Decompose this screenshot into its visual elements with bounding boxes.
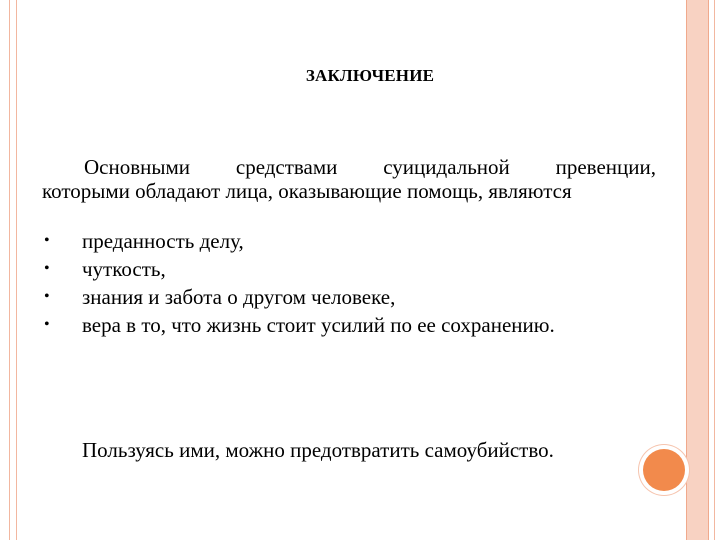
bullet-icon: • [44, 260, 50, 277]
intro-paragraph [42, 155, 656, 203]
slide-title: ЗАКЛЮЧЕНИЕ [305, 66, 435, 85]
list-item [42, 311, 555, 339]
intro-line-2: которыми обладают лица, оказывающие помощь, являются [42, 179, 572, 203]
list-item [42, 255, 555, 283]
bullet-icon: • [44, 288, 50, 305]
list-item-text: преданность делу, [82, 229, 244, 253]
bullet-list [42, 227, 555, 339]
list-item-text: знания и забота о другом человеке, [82, 285, 396, 309]
list-item-text: вера в то, что жизнь стоит усилий по ее сохранению. [82, 313, 555, 337]
decorative-circle [643, 449, 685, 491]
closing-text: Пользуясь ими, можно предотвратить самоубийство. [82, 438, 554, 462]
list-item-text: чуткость, [82, 257, 166, 281]
intro-line-1: Основными средствами суицидальной превенции, [84, 155, 656, 179]
bullet-icon: • [44, 232, 50, 249]
list-item [42, 283, 555, 311]
bullet-icon: • [44, 316, 50, 333]
list-item [42, 227, 555, 255]
